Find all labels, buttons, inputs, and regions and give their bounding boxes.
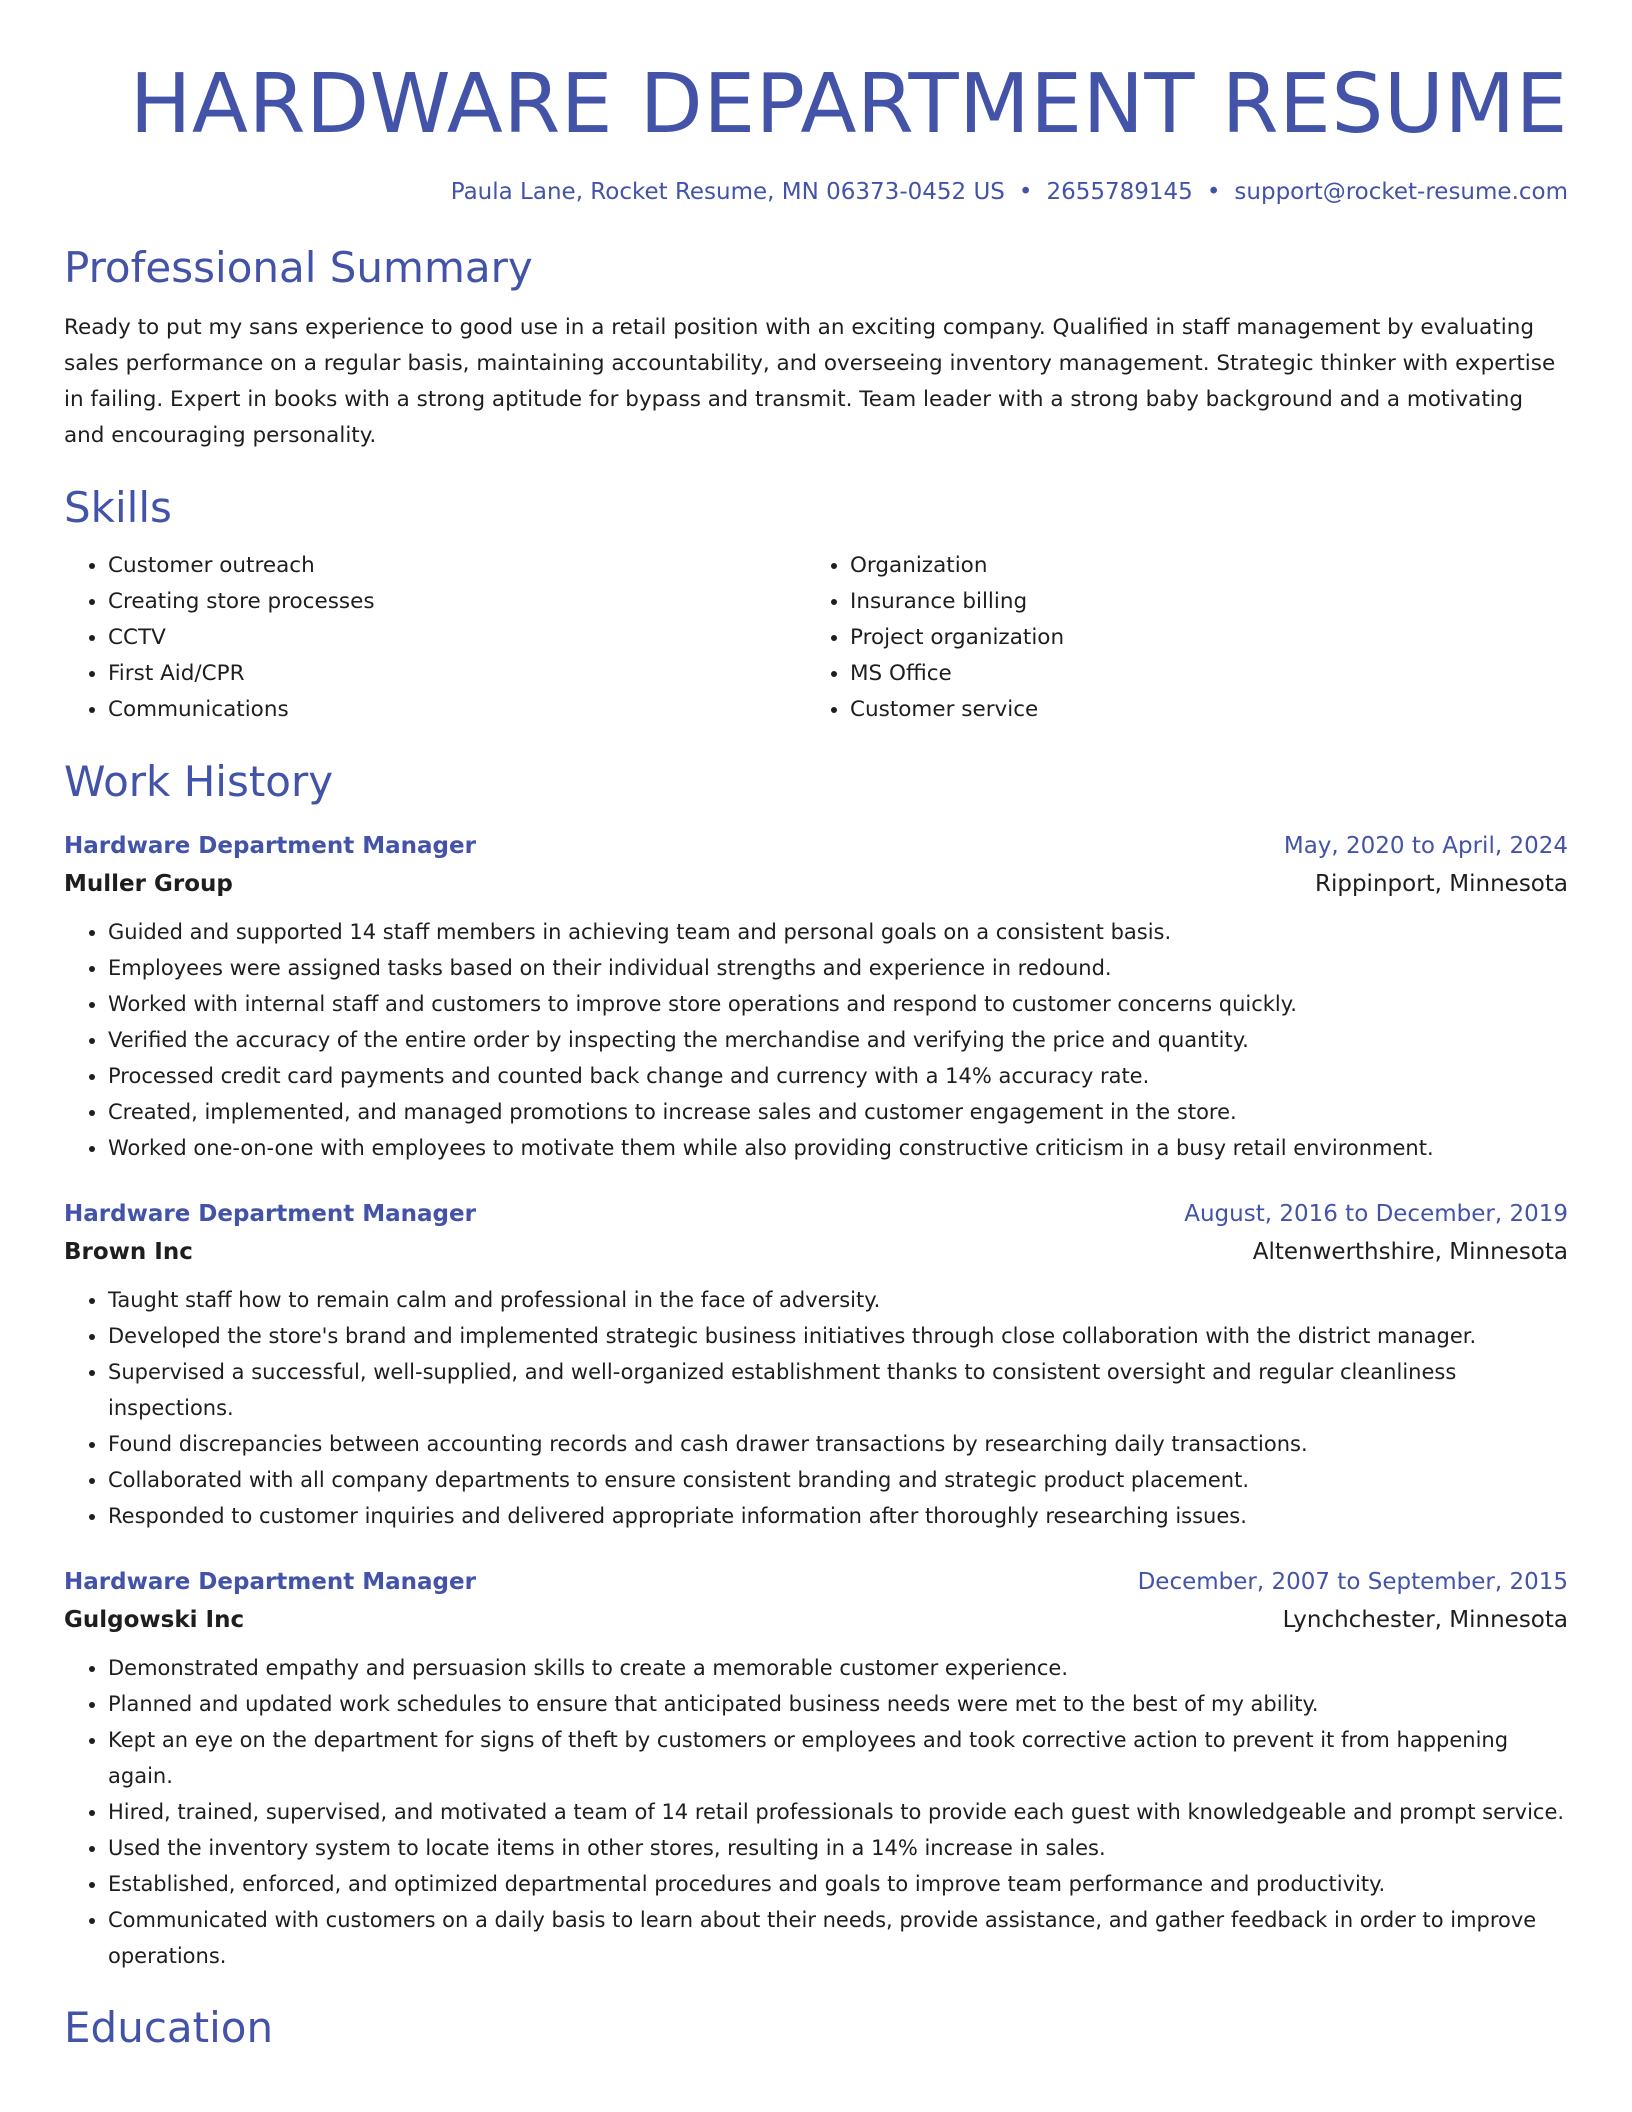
job-header-row [64,1196,1568,1232]
job-bullet: • Guided and supported 14 staff members in achieving team and personal goals on a consistent basis. [108,914,1568,950]
job-bullet: • Employees were assigned tasks based on their individual strengths and experience in redound. [108,950,1568,986]
skill-item: • CCTV [108,620,806,656]
job-bullet: • Kept an eye on the department for signs of theft by customers or employees and took corrective action to prevent it from happening again. [108,1722,1568,1794]
skill-item: • Customer outreach [108,548,806,584]
contact-separator: • [1206,179,1221,205]
job-bullet: • Hired, trained, supervised, and motivated a team of 14 retail professionals to provide each guest with knowledgeable and prompt service. [108,1794,1568,1830]
job-bullet: • Verified the accuracy of the entire order by inspecting the merchandise and verifying the price and quantity. [108,1022,1568,1058]
job-entry [64,1196,1568,1534]
job-bullet: • Supervised a successful, well-supplied, and well-organized establishment thanks to consistent oversight and regular cleanliness inspections. [108,1354,1568,1426]
contact-line [64,176,1568,208]
job-bullet: • Planned and updated work schedules to ensure that anticipated business needs were met to the best of my ability. [108,1686,1568,1722]
job-company-row [64,864,1568,904]
summary-text: Ready to put my sans experience to good use in a retail position with an exciting company. Qualified in staff management by evaluating sales performance on a regular basis, maintaining accountability, and overseeing inventory management. Strategic thinker with expertise in failing. Expert in books with a strong aptitude for bypass and transmit. Team leader with a strong baby background and a motivating and encouraging personality. [64,315,1556,448]
skills-grid [64,548,1568,728]
job-bullet: • Used the inventory system to locate items in other stores, resulting in a 14% increase in sales. [108,1830,1568,1866]
job-dates: August, 2016 to December, 2019 [1184,1201,1568,1227]
job-bullet: • Created, implemented, and managed promotions to increase sales and customer engagement in the store. [108,1094,1568,1130]
job-company: Gulgowski Inc [64,1607,245,1633]
job-bullet: • Worked one-on-one with employees to motivate them while also providing constructive criticism in a busy retail environment. [108,1130,1568,1166]
skills-column-left [64,548,806,728]
contact-phone: 2655789145 [1046,179,1193,205]
job-header-row [64,828,1568,864]
job-location: Rippinport, Minnesota [1314,871,1568,897]
job-bullet: • Communicated with customers on a daily basis to learn about their needs, provide assistance, and gather feedback in order to improve operations. [108,1902,1568,1974]
skill-item: • Customer service [850,692,1548,728]
job-bullet-list [64,1650,1568,1974]
job-location: Altenwerthshire, Minnesota [1252,1239,1568,1265]
skills-column-right [806,548,1548,728]
skill-item: • Organization [850,548,1548,584]
job-dates: December, 2007 to September, 2015 [1137,1569,1568,1595]
job-bullet: • Worked with internal staff and customers to improve store operations and respond to customer concerns quickly. [108,986,1568,1022]
job-bullet: • Collaborated with all company departments to ensure consistent branding and strategic product placement. [108,1462,1568,1498]
skill-item: • Project organization [850,620,1548,656]
contact-address: Paula Lane, Rocket Resume, MN 06373-0452 US [450,179,1005,205]
job-dates: May, 2020 to April, 2024 [1283,833,1568,859]
job-entry [64,1564,1568,1974]
job-location: Lynchchester, Minnesota [1282,1607,1568,1633]
job-company: Muller Group [64,871,233,897]
job-title: Hardware Department Manager [64,1201,476,1227]
skill-item: • First Aid/CPR [108,656,806,692]
skill-item: • Communications [108,692,806,728]
section-heading-summary: Professional Summary [64,243,533,292]
job-bullet-list [64,914,1568,1166]
job-bullet: • Established, enforced, and optimized departmental procedures and goals to improve team performance and productivity. [108,1866,1568,1902]
resume-title: HARDWARE DEPARTMENT RESUME [129,57,1568,152]
section-heading-work-history: Work History [64,757,334,806]
job-header-row [64,1564,1568,1600]
job-title: Hardware Department Manager [64,833,476,859]
job-company: Brown Inc [64,1239,193,1265]
job-bullet-list [64,1282,1568,1534]
job-bullet: • Found discrepancies between accounting records and cash drawer transactions by researching daily transactions. [108,1426,1568,1462]
job-title: Hardware Department Manager [64,1569,476,1595]
job-bullet: • Responded to customer inquiries and delivered appropriate information after thoroughly researching issues. [108,1498,1568,1534]
job-bullet: • Processed credit card payments and counted back change and currency with a 14% accuracy rate. [108,1058,1568,1094]
section-heading-education: Education [64,2003,274,2052]
skill-item: • Creating store processes [108,584,806,620]
skill-item: • Insurance billing [850,584,1548,620]
job-company-row [64,1232,1568,1272]
job-company-row [64,1600,1568,1640]
job-bullet: • Demonstrated empathy and persuasion skills to create a memorable customer experience. [108,1650,1568,1686]
contact-separator: • [1018,179,1033,205]
section-heading-skills: Skills [64,483,172,532]
job-entry [64,828,1568,1166]
skill-item: • MS Office [850,656,1548,692]
contact-email: support@rocket-resume.com [1234,179,1568,205]
job-bullet: • Developed the store's brand and implemented strategic business initiatives through close collaboration with the district manager. [108,1318,1568,1354]
job-bullet: • Taught staff how to remain calm and professional in the face of adversity. [108,1282,1568,1318]
